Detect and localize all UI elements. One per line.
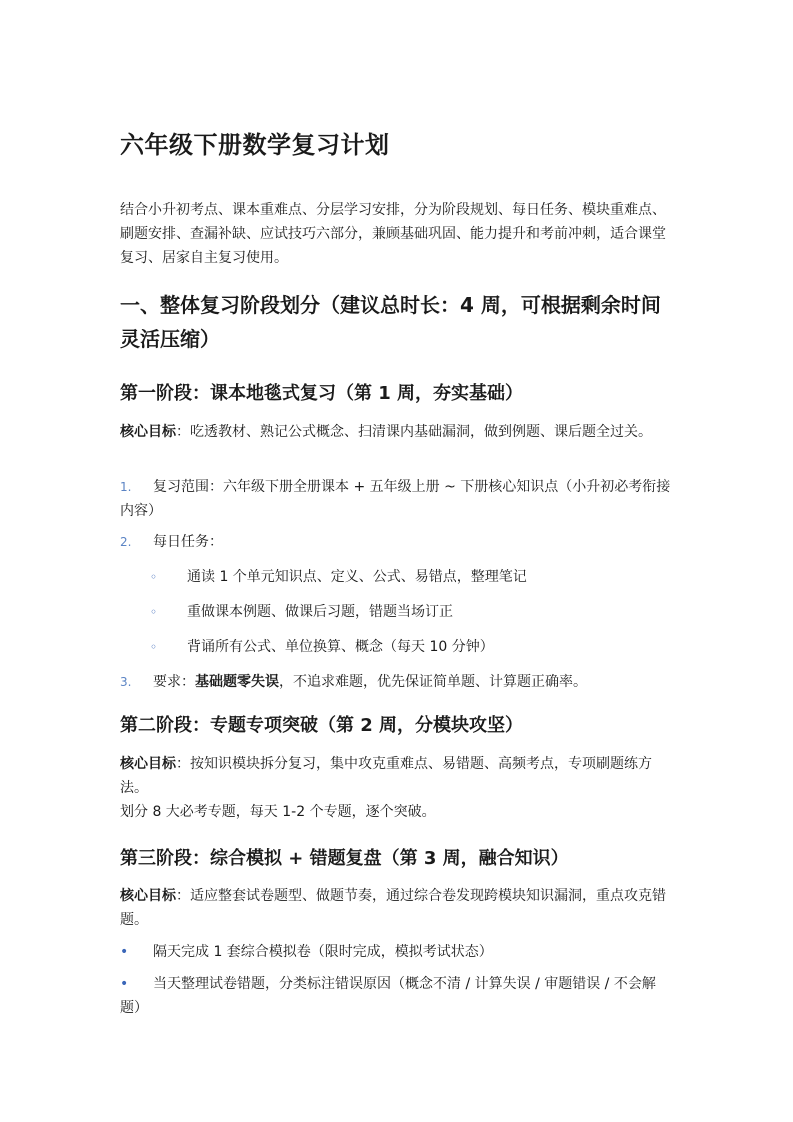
stage1-goal-label: 核心目标 (120, 424, 176, 440)
requirement-prefix: 要求： (153, 674, 195, 690)
circle-bullet-icon: ◦ (150, 640, 158, 654)
requirement-suffix: ，不追求难题，优先保证简单题、计算题正确率。 (279, 674, 587, 690)
stage3-bullet-2 (120, 972, 675, 1020)
requirement-emphasis: 基础题零失误 (195, 674, 279, 690)
list-item-text: 每日任务： (153, 534, 223, 550)
stage1-item-2 (120, 530, 675, 554)
bullet-text: 当天整理试卷错题，分类标注错误原因（概念不清 / 计算失误 / 审题错误 / 不会解题） (120, 976, 656, 1016)
stage2-topics-note: 划分 8 大必考专题，每天 1-2 个专题，逐个突破。 (120, 804, 436, 820)
subitem-text: 背诵所有公式、单位换算、概念（每天 10 分钟） (187, 639, 494, 655)
stage1-subitem-3 (150, 635, 494, 659)
stage3-heading: 第三阶段：综合模拟 + 错题复盘（第 3 周，融合知识） (120, 848, 569, 869)
stage3-goal-text: ：适应整套试卷题型、做题节奏，通过综合卷发现跨模块知识漏洞，重点攻克错题。 (120, 888, 666, 928)
stage1-heading: 第一阶段：课本地毯式复习（第 1 周，夯实基础） (120, 383, 524, 404)
stage2-goal-label: 核心目标 (120, 756, 176, 772)
list-number: 1. (120, 480, 132, 494)
list-number: 3. (120, 675, 132, 689)
stage1-item-3 (120, 670, 675, 694)
circle-bullet-icon: ◦ (150, 605, 158, 619)
stage1-subitem-1 (150, 565, 527, 589)
stage3-goal (120, 884, 670, 932)
section-heading-stages: 一、整体复习阶段划分（建议总时长：4 周，可根据剩余时间灵活压缩） (120, 293, 661, 351)
intro-paragraph: 结合小升初考点、课本重难点、分层学习安排，分为阶段规划、每日任务、模块重难点、刷题安排、查漏补缺、应试技巧六部分，兼顾基础巩固、能力提升和考前冲刺，适合课堂复习、居家自主复习使用。 (120, 202, 666, 266)
stage1-goal-text: ：吃透教材、熟记公式概念、扫清课内基础漏洞，做到例题、课后题全过关。 (176, 424, 652, 440)
list-item-text: 复习范围：六年级下册全册课本 + 五年级上册 ~ 下册核心知识点（小升初必考衔接内容） (120, 479, 671, 519)
stage1-goal (120, 420, 670, 444)
stage1-subitem-2 (150, 600, 453, 624)
stage2-goal (120, 752, 670, 800)
stage3-bullet-1 (120, 940, 675, 964)
subitem-text: 通读 1 个单元知识点、定义、公式、易错点，整理笔记 (187, 569, 527, 585)
stage2-goal-text: ：按知识模块拆分复习，集中攻克重难点、易错题、高频考点，专项刷题练方法。 (120, 756, 652, 796)
bullet-icon: • (120, 976, 129, 992)
subitem-text: 重做课本例题、做课后习题，错题当场订正 (187, 604, 453, 620)
stage2-heading: 第二阶段：专题专项突破（第 2 周，分模块攻坚） (120, 715, 524, 736)
bullet-text: 隔天完成 1 套综合模拟卷（限时完成，模拟考试状态） (153, 944, 493, 960)
circle-bullet-icon: ◦ (150, 570, 158, 584)
stage1-item-1 (120, 475, 675, 523)
list-number: 2. (120, 535, 132, 549)
stage3-goal-label: 核心目标 (120, 888, 176, 904)
bullet-icon: • (120, 944, 129, 960)
document-title: 六年级下册数学复习计划 (120, 131, 390, 159)
